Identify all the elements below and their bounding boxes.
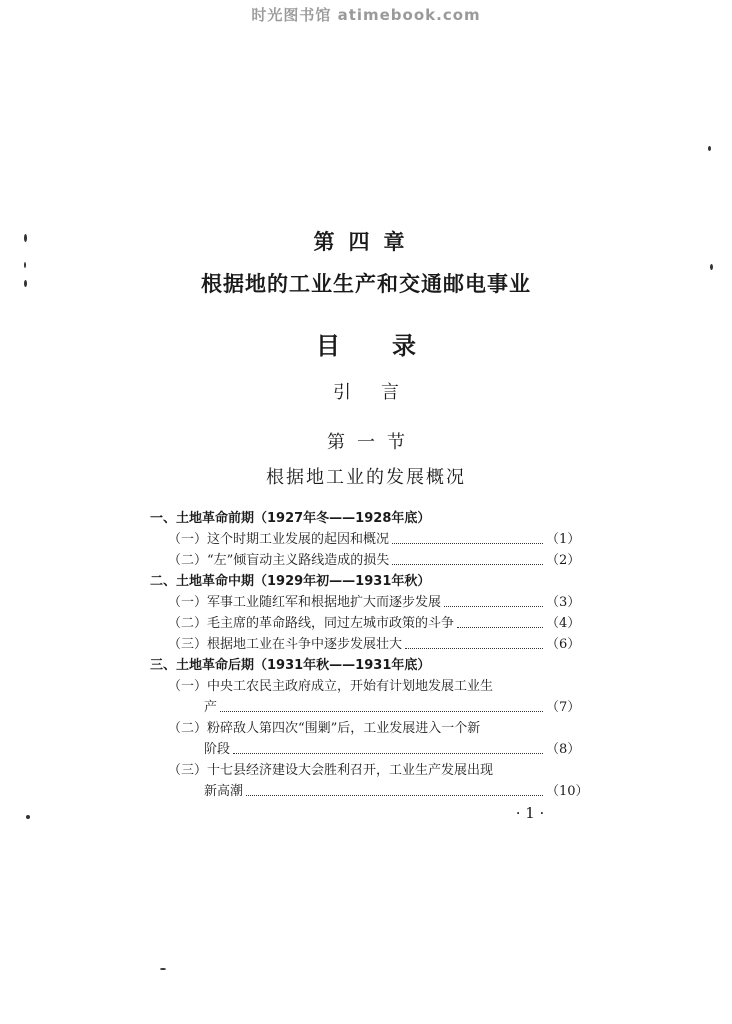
section-title: 根据地工业的发展概况 xyxy=(266,467,466,488)
leader-dots xyxy=(444,606,543,607)
leader-dots xyxy=(246,795,543,796)
toc-entry xyxy=(150,718,580,760)
toc-part-1: 一、土地革命前期（1927年冬——1928年底） xyxy=(150,511,431,526)
toc-entry-text: （三）十七县经济建设大会胜利召开，工业生产发展出现 xyxy=(168,763,494,778)
toc-entry-page: （6） xyxy=(546,637,581,652)
toc-entry-page: （3） xyxy=(546,595,581,610)
toc-entry-page: （4） xyxy=(546,616,581,631)
leader-dots xyxy=(220,711,543,712)
toc-entry-text: （一）军事工业随红军和根据地扩大而逐步发展 xyxy=(168,595,442,610)
toc-entry-text: （一）中央工农民主政府成立，开始有计划地发展工业生 xyxy=(168,679,494,694)
toc-entry-page: （7） xyxy=(546,700,581,715)
scan-speck xyxy=(24,234,27,242)
toc-entry-page: （1） xyxy=(546,532,581,547)
toc-heading: 目录 xyxy=(316,332,468,360)
toc-entry-continuation xyxy=(168,781,589,802)
toc-part-2: 二、土地革命中期（1929年初——1931年秋） xyxy=(150,574,431,589)
page-number: · 1 · xyxy=(515,804,545,822)
watermark: 时光图书馆 atimebook.com xyxy=(251,6,481,24)
toc-entry xyxy=(150,529,580,550)
chapter-number: 第四章 xyxy=(313,229,419,254)
chapter-title: 根据地的工业生产和交通邮电事业 xyxy=(201,271,531,296)
scan-speck xyxy=(24,280,27,287)
preface-heading: 引言 xyxy=(333,382,429,403)
toc-entry xyxy=(150,760,589,802)
toc-entry-continuation xyxy=(168,697,580,718)
leader-dots xyxy=(392,543,543,544)
section-number: 第一节 xyxy=(327,432,417,453)
toc-entry xyxy=(150,592,580,613)
toc-entry-text: （一）这个时期工业发展的起因和概况 xyxy=(168,532,390,547)
toc-entry xyxy=(150,634,580,655)
toc-entry-text: （二）粉碎敌人第四次“围剿”后，工业发展进入一个新 xyxy=(168,721,481,736)
leader-dots xyxy=(405,648,543,649)
toc-entry-page: （10） xyxy=(546,784,589,799)
toc-entry-text: （二）“左”倾盲动主义路线造成的损失 xyxy=(168,553,390,568)
scan-speck xyxy=(710,264,713,270)
scan-speck xyxy=(24,262,26,268)
toc-entry-text: （三）根据地工业在斗争中逐步发展壮大 xyxy=(168,637,403,652)
toc-entry-text: （二）毛主席的革命路线，同过左城市政策的斗争 xyxy=(168,616,455,631)
toc-entry-page: （2） xyxy=(546,553,581,568)
toc-entry xyxy=(150,550,580,571)
toc-entry-continuation xyxy=(168,739,580,760)
toc-entry xyxy=(150,676,580,718)
toc-entry xyxy=(150,613,580,634)
toc-entry-page: （8） xyxy=(546,742,581,757)
toc-part-3: 三、土地革命后期（1931年秋——1931年底） xyxy=(150,658,431,673)
toc-entry-text-cont: 产 xyxy=(204,700,218,715)
scan-speck xyxy=(708,146,711,151)
leader-dots xyxy=(233,753,543,754)
toc-entry-text-cont: 阶段 xyxy=(204,742,231,757)
scan-speck xyxy=(26,815,30,819)
toc-entry-text-cont: 新高潮 xyxy=(204,784,244,799)
scan-speck xyxy=(160,968,166,970)
table-of-contents xyxy=(150,508,589,802)
leader-dots xyxy=(392,564,543,565)
leader-dots xyxy=(457,627,543,628)
